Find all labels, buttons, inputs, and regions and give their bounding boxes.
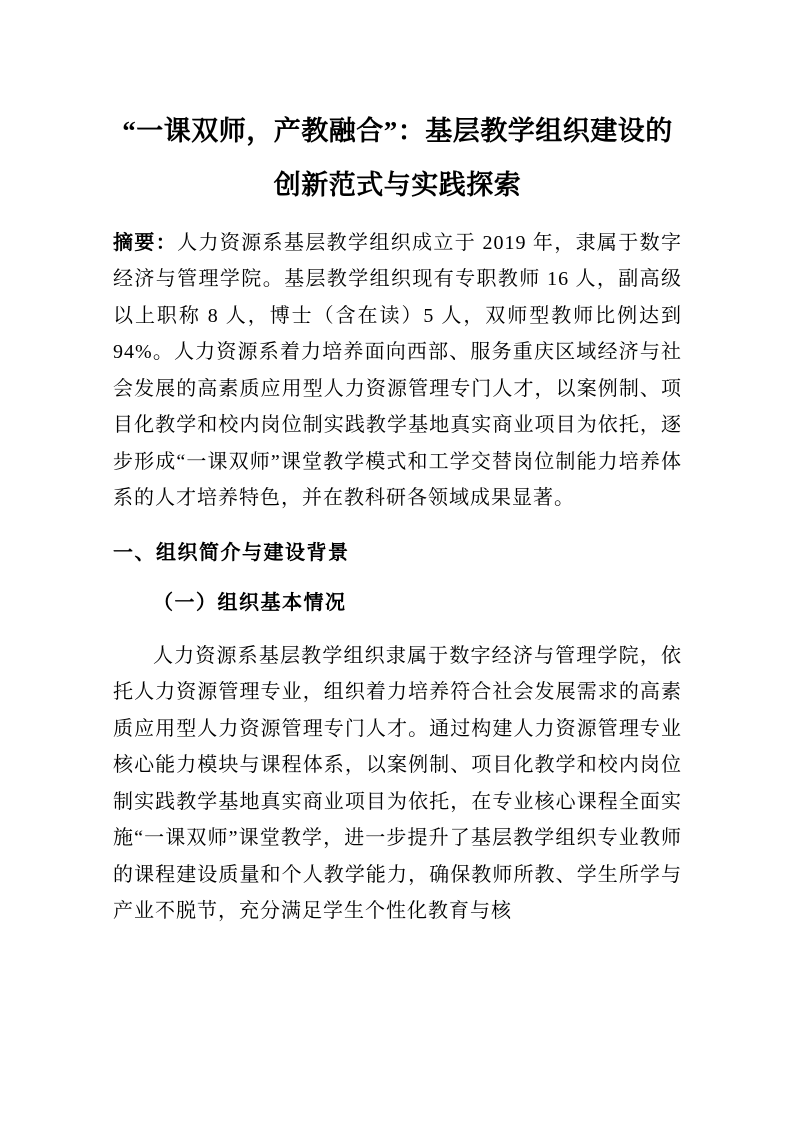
title-line-1: “一课双师，产教融合”：基层教学组织建设的 xyxy=(122,116,673,146)
abstract-text: 人力资源系基层教学组织成立于 2019 年，隶属于数字经济与管理学院。基层教学组织现有专职教师 16 人，副高级以上职称 8 人，博士（含在读）5 人，双师型教师比例达到 94%。人力资源系着力培养面向西部、服务重庆区域经济与社会发展的高素质应用型人力资源管理专门人才，以案例制、项目化教学和校内岗位制实践教学基地真实商业项目为依托，逐步形成“一课双师”课堂教学模式和工学交替岗位制能力培养体系的人才培养特色，并在教科研各领域成果显著。 xyxy=(113,231,683,509)
section-heading: 一、组织简介与建设背景 xyxy=(113,541,350,564)
abstract-paragraph xyxy=(113,225,682,517)
abstract-label: 摘要： xyxy=(113,231,178,254)
title-line-2: 创新范式与实践探索 xyxy=(273,170,522,200)
document-title xyxy=(113,0,682,212)
body-paragraph: 人力资源系基层教学组织隶属于数字经济与管理学院，依托人力资源管理专业，组织着力培养符合社会发展需求的高素质应用型人力资源管理专门人才。通过构建人力资源管理专业核心能力模块与课程体系，以案例制、项目化教学和校内岗位制实践教学基地真实商业项目为依托，在专业核心课程全面实施“一课双师”课堂教学，进一步提升了基层教学组织专业教师的课程建设质量和个人教学能力，确保教师所教、学生所学与产业不脱节，充分满足学生个性化教育与核 xyxy=(113,644,682,922)
subsection-heading: （一）组织基本情况 xyxy=(153,592,347,614)
